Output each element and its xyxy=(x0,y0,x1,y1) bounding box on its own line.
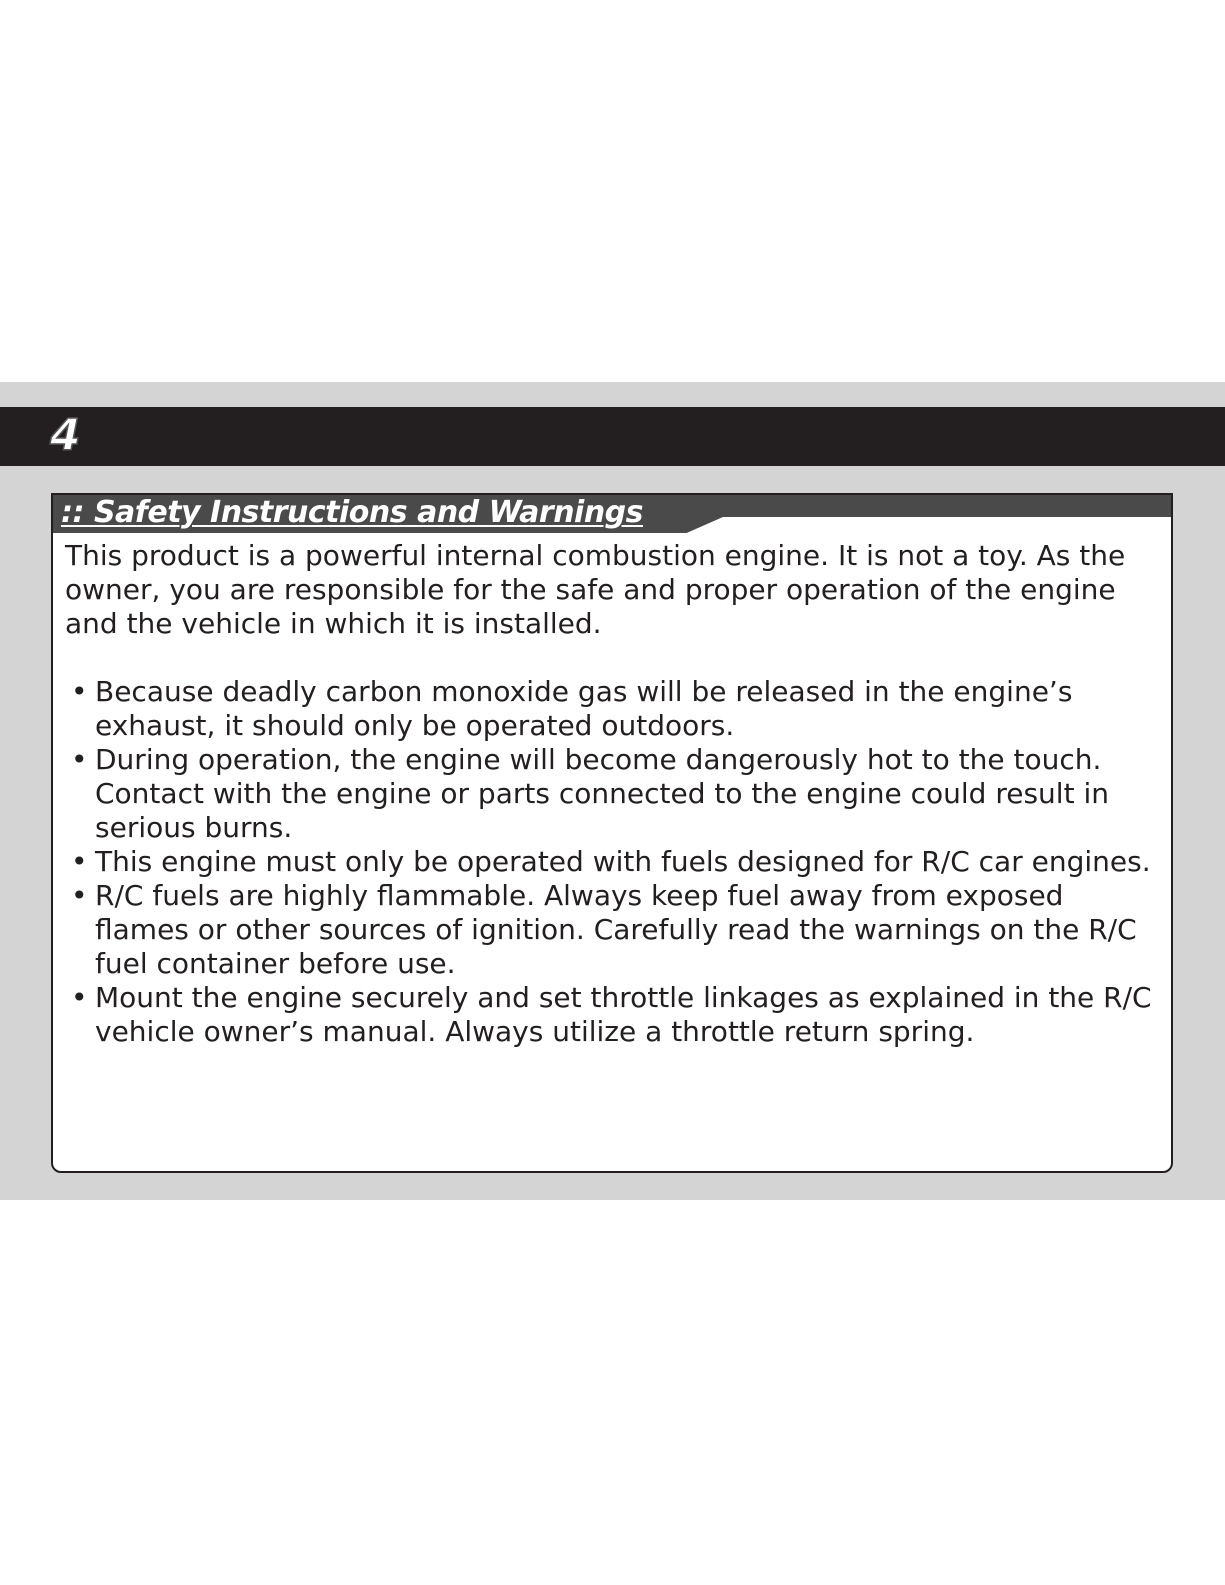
page-number: 4 xyxy=(50,410,80,461)
warning-item: • R/C fuels are highly flammable. Always keep fuel away from exposed flames or other sources of ignition. Carefully read the warnings on the R/C fuel container before use. xyxy=(65,879,1163,981)
warning-item: • Mount the engine securely and set throttle linkages as explained in the R/C vehicle owner’s manual. Always utilize a throttle return spring. xyxy=(65,981,1163,1049)
section-content xyxy=(65,539,1163,1049)
warning-item: • This engine must only be operated with fuels designed for R/C car engines. xyxy=(65,845,1163,879)
section-title: :: Safety Instructions and Warnings xyxy=(61,495,644,530)
warning-list xyxy=(65,675,1163,1049)
warning-item: • During operation, the engine will become dangerously hot to the touch. Contact with the engine or parts connected to the engine could result in serious burns. xyxy=(65,743,1163,845)
safety-panel xyxy=(51,493,1173,1173)
warning-item: • Because deadly carbon monoxide gas will be released in the engine’s exhaust, it should only be operated outdoors. xyxy=(65,675,1163,743)
intro-paragraph: This product is a powerful internal combustion engine. It is not a toy. As the owner, you are responsible for the safe and proper operation of the engine and the vehicle in which it is installed. xyxy=(65,539,1126,640)
header-bar xyxy=(0,407,1225,466)
